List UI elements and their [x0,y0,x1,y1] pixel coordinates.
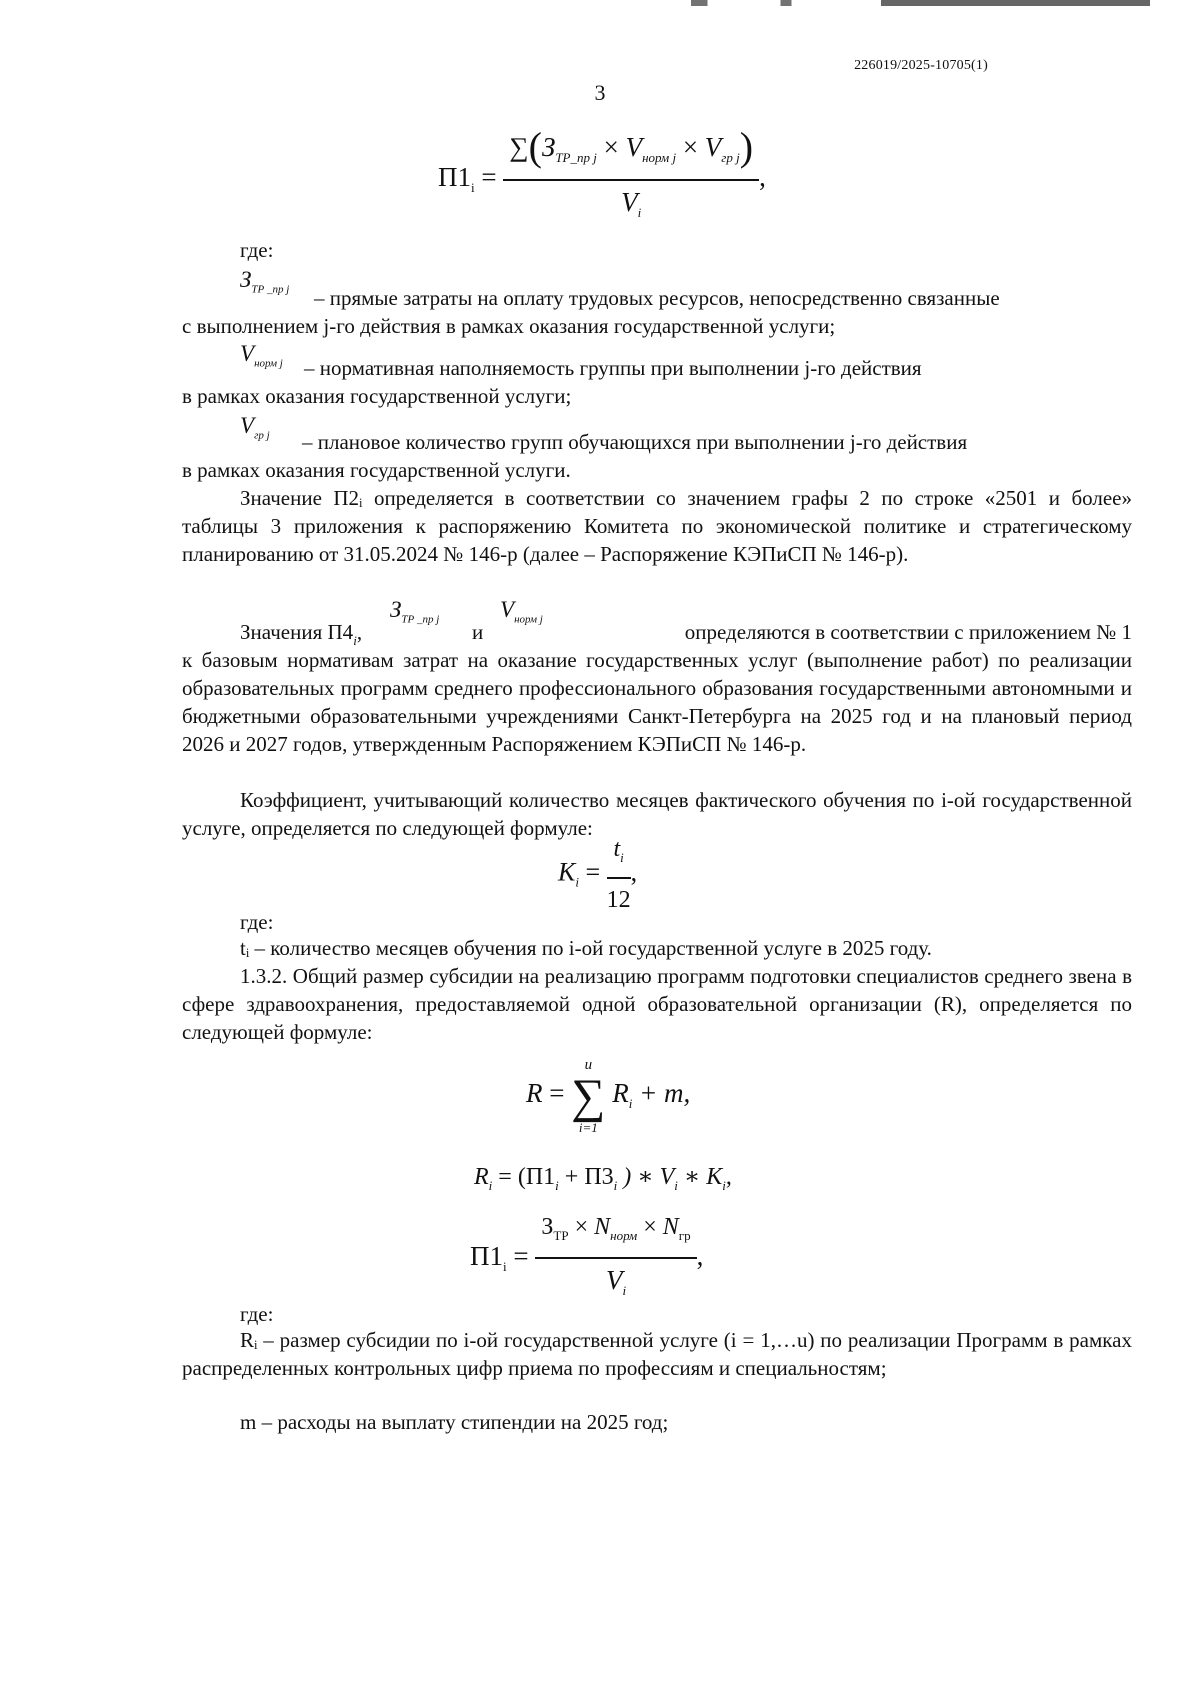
formula-ri: $R_i = (П1_i + П3_i$ ) ∗ $V_i$ ∗ $K_i$, [474,1164,732,1193]
where-label-3: где: [240,1302,274,1326]
symbol-v-norm: $V_{норм j}$ [240,341,283,370]
definition-r: Rᵢ – размер субсидии по i-ой государственной услуге (i = 1,…u) по реализации Программ в рамках распределенных контрольных цифр приема по профессиям и специальностям; [182,1328,1132,1380]
formula-p1: $П1_i$ = $\frac{\sum(З_{ТР\_пр j} \times V_{норм j} \times V_{гр j})}{V_i}$ , [438,124,766,220]
paragraph-p2: Значение П2ᵢ определяется в соответствии со значением графы 2 по строке «2501 и более» таблицы 3 приложения к распоряжению Комитета по экономической политике и стратегическому планированию от 31.05.2024 № 146-р (далее – Распоряжение КЭПиСП № 146-р). [182,486,1132,566]
definition-v-gr-line2: в рамках оказания государственной услуги. [182,458,571,482]
symbol-z: $З_{ТР \_пр j}$ [240,267,290,296]
definition-v-norm-line1: – нормативная наполняемость группы при выполнении j-го действия [304,356,922,380]
paragraph-1-3-2: 1.3.2. Общий размер субсидии на реализацию программ подготовки специалистов среднего звена в сфере здравоохранения, предоставляемой одной образовательной организации (R), определяется по следующей формуле: [182,964,1132,1044]
definition-z-line2: с выполнением j-го действия в рамках оказания государственной услуги; [182,314,836,338]
formula-p1-simple: $П1_i$ = $\frac{З_{ТР} \times N_{норм} \times N_{гр}}{V_i}$ , [470,1210,703,1308]
where-label-2: где: [240,910,274,934]
definition-t: tᵢ – количество месяцев обучения по i-ой государственной услуге в 2025 году. [240,936,932,960]
definition-m: m – расходы на выплату стипендии на 2025 год; [240,1410,669,1434]
paragraph-p4-first-line: Значения $П4_i$, $З_{ТР \_пр j}$ и $V_{норм j}$ определяются в соответствии с приложением № 1 [240,597,1132,648]
document-number: 226019/2025-10705(1) [854,58,988,73]
where-label: где: [240,238,274,262]
symbol-v-gr: $V_{гр j}$ [240,413,270,442]
page-number: 3 [594,80,606,105]
paragraph-p4-rest: к базовым нормативам затрат на оказание государственных услуг (выполнение работ) по реализации образовательных программ среднего профессионального образования государственными автономными и бюджетными образовательными учреждениями Санкт-Петербурга на 2025 год и на плановый период 2026 и 2027 годов, утвержденным Распоряжением КЭПиСП № 146-р. [182,648,1132,756]
scan-header-artifact [590,0,1150,6]
formula-r-sum: R = u ∑ i=1 $R_i + m$, [526,1057,691,1135]
definition-z-line1: – прямые затраты на оплату трудовых ресурсов, непосредственно связанные [314,286,1000,310]
paragraph-coefficient: Коэффициент, учитывающий количество месяцев фактического обучения по i-ой государственной услуге, определяется по следующей формуле: [182,788,1132,840]
formula-k: $K_i$ = $\frac{t_i}{12}$ , [558,832,637,917]
definition-v-norm-line2: в рамках оказания государственной услуги; [182,384,572,408]
definition-v-gr-line1: – плановое количество групп обучающихся при выполнении j-го действия [302,430,968,454]
